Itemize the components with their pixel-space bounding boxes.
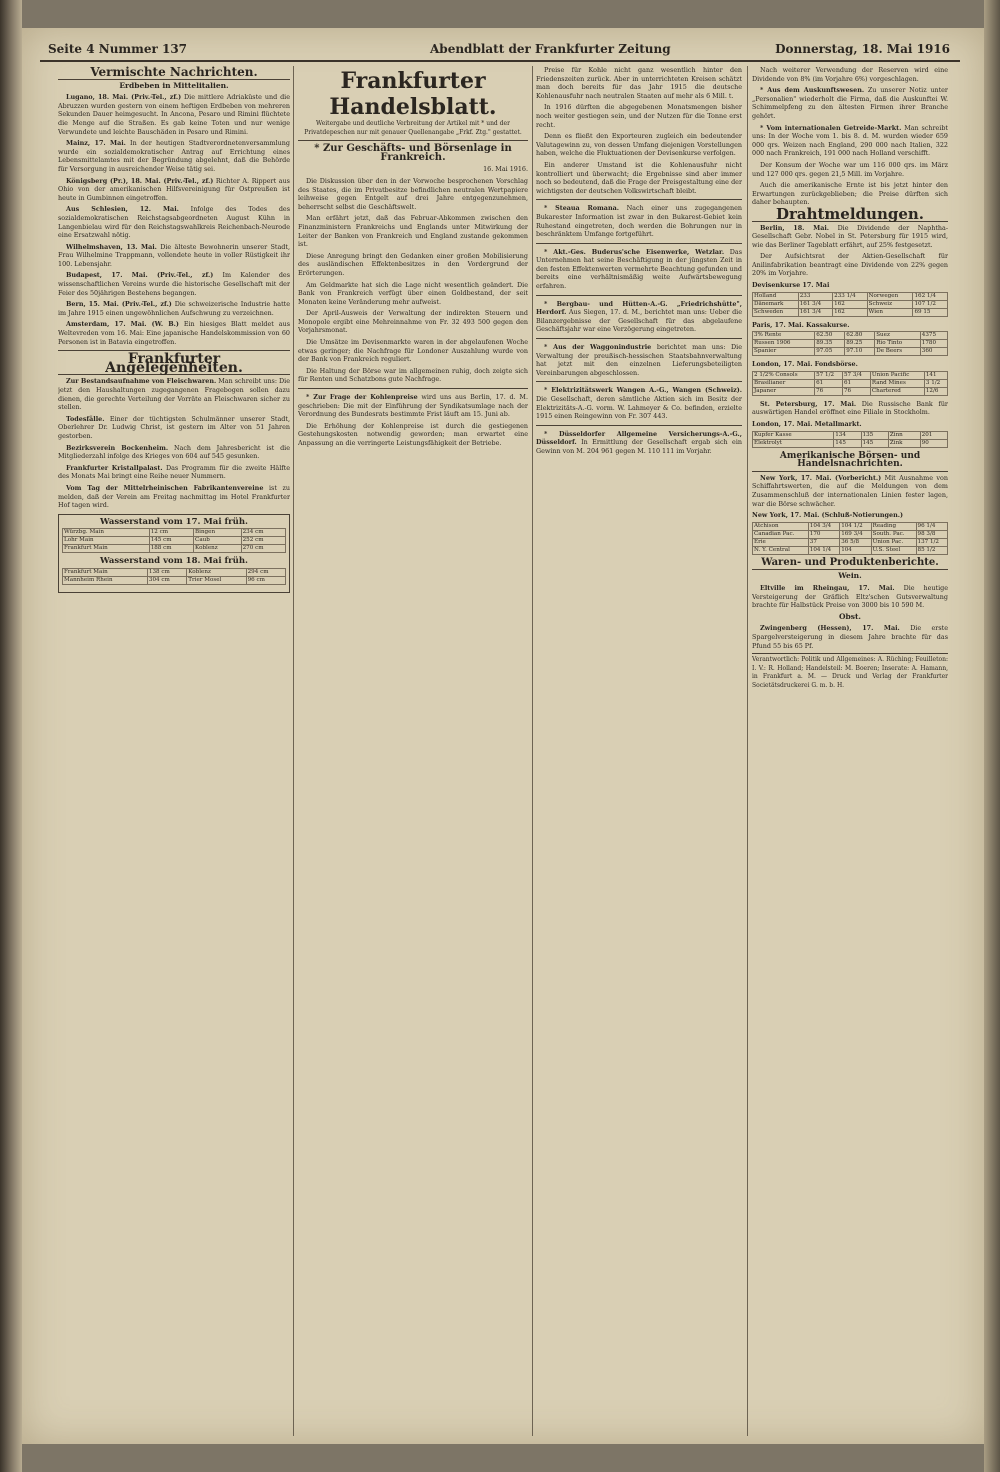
- water-level-table-2: Frankfurt Main 138 cm Koblenz 294 cm Mannheim Rhein 304 cm Trier Mosel 96 cm: [62, 568, 286, 585]
- section-title-vermischte: Vermischte Nachrichten.: [58, 68, 290, 80]
- article-paragraph: Berlin, 18. Mai. Die Dividende der Naphtha-Gesellschaft Gebr. Nobel in St. Petersburg für 1915 wird, wie das Berliner Tageblatt erfährt, auf 25% festgesetzt.: [752, 223, 948, 249]
- table-title: New York, 17. Mai. (Schluß-Notierungen.): [752, 511, 903, 520]
- article-paragraph: Diese Anregung bringt den Gedanken einer großen Mobilisierung des ausländischen Effektenbesitzes in den Vordergrund der Erörterungen.: [298, 251, 528, 277]
- column-2: [298, 66, 528, 1436]
- article-paragraph: Frankfurter Kristallpalast. Das Programm für die zweite Hälfte des Monats Mai bringt eine Reihe neuer Nummern.: [58, 463, 290, 481]
- article-paragraph: Ein anderer Umstand ist die Kohlenausfuhr nicht kontrolliert und überwacht; die Ergebnisse sind aber immer noch so bedeutend, daß die Frage der Preisgestaltung eine der wichtigsten der deutschen Volkswirtschaft bleibt.: [536, 160, 742, 195]
- section-title-amerikanische: Amerikanische Börsen- und Handelsnachrichten.: [752, 452, 948, 472]
- article-paragraph: Die Erhöhung der Kohlenpreise ist durch die gestiegenen Gestehungskosten notwendig geworden; man erwartet eine Anpassung an die verringerte Leistungsfähigkeit der Betriebe.: [298, 421, 528, 447]
- handelsblatt-title: Frankfurter Handelsblatt.: [329, 68, 497, 120]
- article-paragraph: Aus Schlesien, 12. Mai. Infolge des Todes des sozialdemokratischen Reichstagsabgeordneten August Kühn in Langenbielau wird für den Reichstagswahlkreis Reichenbach-Neurode eine Ersatzwahl nötig.: [58, 205, 290, 240]
- article-paragraph: Der Aufsichtsrat der Aktien-Gesellschaft für Anilinfabrikation beantragt eine Dividende von 22% gegen 20% im Vorjahre.: [752, 252, 948, 278]
- newyork-table: Atchison 104 3/4 104 1/2 Reading 96 1/4 Canadian Pac. 170 169 3/4 South. Pac. 98 3/8 Erie 37 36 5/8 Union Pac. 137 1/2 N. Y. Central 104 1/4 104 U.S. Steel 85 1/2: [752, 522, 948, 555]
- article-paragraph: Der Konsum der Woche war um 116 000 qrs. im März und 127 000 qrs. gegen 21,5 Mill. im Vorjahre.: [752, 160, 948, 178]
- handelsblatt-subtitle: Weitergabe und deutliche Verbreitung der Artikel mit * und der Privatdepeschen nur mit genauer Quellenangabe „Frkf. Ztg." gestattet.: [298, 120, 528, 141]
- article-paragraph: Budapest, 17. Mai. (Priv.-Tel., zf.) Im Kalender des wissenschaftlichen Vereins wurde die historische Gesellschaft mit der Feier des 50jährigen Bestehens begangen.: [58, 271, 290, 297]
- article-paragraph: Zur Bestandsaufnahme von Fleischwaren. Man schreibt uns: Die jetzt den Haushaltungen zugegangenen Fragebogen sollen dazu dienen, die gerechte Verteilung der Vorräte an Fleischwaren sicher zu stellen.: [58, 377, 290, 412]
- dateline: 16. Mai 1916.: [483, 165, 528, 174]
- table-title: Paris, 17. Mai. Kassakurse.: [752, 320, 850, 329]
- article-paragraph: Preise für Kohle nicht ganz wesentlich hinter den Friedenszeiten zurück. Aber in unterrichteten Kreisen schätzt man doch bereits für das Jahr 1915 die deutsche Kohlenausfuhr nach neutralen Staaten auf mehr als 6 Mill. t.: [536, 66, 742, 100]
- column-rule: [532, 66, 533, 1436]
- column-rule: [293, 66, 294, 1436]
- article-paragraph: Die Haltung der Börse war im allgemeinen ruhig, doch zeigte sich für Renten und Schatzbons gute Nachfrage.: [298, 366, 528, 384]
- article-paragraph: Bern, 15. Mai. (Priv.-Tel., zf.) Die schweizerische Industrie hatte im Jahre 1915 einen ungewöhnlichen Aufschwung zu verzeichnen.: [58, 300, 290, 317]
- article-paragraph: Wilhelmshaven, 13. Mai. Die älteste Bewohnerin unserer Stadt, Frau Wilhelmine Trappmann, vollendete heute in voller Rüstigkeit ihr 100. Lebensjahr.: [58, 242, 290, 268]
- subtitle-erdbeben: Erdbeben in Mittelitalien.: [119, 80, 229, 90]
- article-paragraph: Lugano, 18. Mai. (Priv.-Tel., zf.) Die mittlere Adriaküste und die Abruzzen wurden gestern von einem heftigen Erdbeben von mehreren Sekunden Dauer heimgesucht. In Ancona, Pesaro und Rimini flüchtete die Menge auf die Straßen. Es gab keine Toten und nur wenige Verwundete und leichte Bauschäden in Pesaro und Rimini.: [58, 93, 290, 136]
- section-title-frankfurter-angelegenheiten: Frankfurter Angelegenheiten.: [58, 355, 290, 375]
- article-paragraph: Vom Tag der Mittelrheinischen Fabrikantenvereine ist zu melden, daß der Verein am Freitag nachmittag im Hotel Frankfurter Hof tagen wird.: [58, 483, 290, 510]
- table-title: Devisenkurse 17. Mai: [752, 281, 830, 290]
- water-level-table-1: Würzbg. Main 12 cm Bingen 234 cm Lohr Main 145 cm Caub 252 cm Frankfurt Main 188 cm Koblenz 270 cm: [62, 528, 286, 553]
- subtitle-wein: Wein.: [838, 571, 862, 581]
- divider: [536, 381, 742, 382]
- article-paragraph: St. Petersburg, 17. Mai. Die Russische Bank für auswärtigen Handel eröffnet eine Filiale in Stockholm.: [752, 399, 948, 417]
- divider: [536, 295, 742, 296]
- divider: [536, 338, 742, 339]
- article-paragraph: * Vom internationalen Getreide-Markt. Man schreibt uns: In der Woche vom 1. bis 8. d. M. wurden wieder 659 000 qrs. Weizen nach England, 290 000 nach Italien, 322 000 nach Frankreich, 191 000 nach Holland verschifft.: [752, 123, 948, 158]
- page-edge: [984, 0, 1000, 1472]
- article-paragraph: * Zur Frage der Kohlenpreise wird uns aus Berlin, 17. d. M. geschrieben: Die mit der Einführung der Syndikatsumlage nach der Verordnung des Bundesrats bestimmte Frist läuft am 15. Juni ab.: [298, 393, 528, 419]
- column-rule: [747, 66, 748, 1436]
- article-paragraph: * Bergbau- und Hütten-A.-G. „Friedrichshütte", Herdorf. Aus Siegen, 17. d. M., berichtet man uns: Ueber die Bilanzergebnisse der Gesellschaft für das abgelaufene Geschäftsjahr war eine Verzögerung eingetreten.: [536, 299, 742, 334]
- metal-table: Kupfer Kasse 134 135 Zinn 201 Elektrolyt 145 145 Zink 90: [752, 431, 948, 448]
- header-date: Donnerstag, 18. Mai 1916: [775, 42, 950, 56]
- column-4: [752, 66, 948, 1436]
- article-paragraph: * Akt.-Ges. Buderus'sche Eisenwerke, Wetzlar. Das Unternehmen hat seine Beschäftigung in der jüngsten Zeit in den festen Effektenwerten vermehrte Beachtung gefunden und bereits eine verhältnismäßig weite Aufwärtsbewegung erfahren.: [536, 247, 742, 291]
- book-binding: [0, 0, 22, 1472]
- section-title-waren: Waren- und Produktenberichte.: [752, 559, 948, 571]
- london-fonds-table: 2 1/2% Consols 57 1/2 57 3/4 Union Pacific 141 Brasilianer 61 61 Rand Mines 3 1/2 Japaner 76 76 Chartered 12/6: [752, 371, 948, 396]
- article-paragraph: Auch die amerikanische Ernte ist bis jetzt hinter den Erwartungen zurückgeblieben; die Preise dürften sich daher behaupten.: [752, 181, 948, 207]
- article-paragraph: * Aus der Waggonindustrie berichtet man uns: Die Verwaltung der preußisch-hessischen Staatsbahnverwaltung hat jetzt mit den einzelnen Lieferungsbeteiligten Vereinbarungen abgeschlossen.: [536, 343, 742, 377]
- divider: [298, 388, 528, 389]
- article-paragraph: Der April-Ausweis der Verwaltung der indirekten Steuern und Monopole ergibt eine Mehreinnahme von Fr. 32 493 500 gegen den Vorjahrsmonat.: [298, 309, 528, 335]
- article-paragraph: Eltville im Rheingau, 17. Mai. Die heutige Versteigerung der Gräflich Eltz'schen Gutsverwaltung brachte für Halbstück Preise von 3000 bis 10 590 M.: [752, 583, 948, 610]
- paris-table: 3% Rente 62.50 62.80 Suez 4375 Russen 1906 89.35 89.25 Rio Tinto 1780 Spanier 97.05 97.10 De Beers 360: [752, 331, 948, 356]
- page-header: [40, 38, 960, 62]
- divider: [536, 425, 742, 426]
- header-masthead: Abendblatt der Frankfurter Zeitung: [430, 42, 671, 56]
- article-paragraph: Die Diskussion über den in der Vorwoche besprochenen Vorschlag des Staates, die im Privatbesitze befindlichen neutralen Wertpapiere leihweise gegen Entgelt auf drei Jahre entgegenzunehmen, beherrscht selbst die Geschäftswelt.: [298, 176, 528, 211]
- article-paragraph: Amsterdam, 17. Mai. (W. B.) Ein hiesiges Blatt meldet aus Weltevreden vom 16. Mai: Eine japanische Handelskommission von 60 Personen ist in Batavia eingetroffen.: [58, 320, 290, 346]
- article-paragraph: Die Umsätze im Devisenmarkte waren in der abgelaufenen Woche etwas geringer; die Nachfrage für Londoner Auszahlung wurde von der Bank von Frankreich reguliert.: [298, 338, 528, 364]
- subtitle-obst: Obst.: [838, 611, 862, 621]
- article-paragraph: * Düsseldorfer Allgemeine Versicherungs-A.-G., Düsseldorf. In Ermittlung der Gesellschaft ergab sich ein Gewinn von M. 204 961 gegen M. 110 111 im Vorjahr.: [536, 429, 742, 455]
- article-paragraph: Am Geldmarkte hat sich die Lage nicht wesentlich geändert. Die Bank von Frankreich verfügt über einen Goldbestand, der seit Monaten keine Veränderung mehr aufweist.: [298, 280, 528, 306]
- imprint: Verantwortlich: Politik und Allgemeines: A. Rüching; Feuilleton: I. V.: R. Holland; Handelsteil: M. Boeren; Inserate: A. Hamann, in Frankfurt a. M. — Druck und Verlag der Frankfurter Societätsdruckerei G. m. b. H.: [752, 653, 948, 690]
- table-title: London, 17. Mai. Metallmarkt.: [752, 420, 862, 429]
- article-paragraph: Denn es fließt den Exporteuren zugleich ein bedeutender Valutagewinn zu, von dessen Umfang diejenigen Vorstellungen haben, welche die Fluktuationen der Devisenkurse verfolgen.: [536, 132, 742, 158]
- devisen-table: Holland 233 233 1/4 Norwegen 162 1/4 Dänemark 161 3/4 162 Schweiz 107 1/2 Schweden 161 3/4 162 Wien 69 15: [752, 292, 948, 317]
- article-paragraph: Nach weiterer Verwendung der Reserven wird eine Dividende von 8% (im Vorjahre 6%) vorgeschlagen.: [752, 66, 948, 83]
- column-3: [536, 66, 742, 1436]
- article-paragraph: Mainz, 17. Mai. In der heutigen Stadtverordnetenversammlung wurde ein sozialdemokratischer Antrag auf Errichtung eines Lebensmittelamtes mit der Begründung abgelehnt, daß die Behörde für Versorgung in ausreichender Weise tätig sei.: [58, 139, 290, 173]
- divider: [536, 199, 742, 200]
- article-paragraph: New York, 17. Mai. (Vorbericht.) Mit Ausnahme von Schiffahrtswerten, die auf die Meldungen von dem Zusammenschluß der internationalen Linien fester lagen, war die Börse schwächer.: [752, 473, 948, 508]
- article-paragraph: * Aus dem Auskunftswesen. Zu unserer Notiz unter „Personalien" wiederholt die Firma, daß die Auskunftei W. Schimmelpfeng zu den ältesten Firmen ihrer Branche gehört.: [752, 86, 948, 120]
- article-paragraph: Man erfährt jetzt, daß das Februar-Abkommen zwischen den Finanzministern Frankreichs und Englands unter Mitwirkung der Leiter der Banken von Frankreich und England zustande gekommen ist.: [298, 214, 528, 249]
- divider: [536, 243, 742, 244]
- column-1: [58, 66, 290, 1436]
- article-paragraph: Zwingenberg (Hessen), 17. Mai. Die erste Spargelversteigerung in diesem Jahre brachte für das Pfund 55 bis 65 Pf.: [752, 624, 948, 650]
- article-paragraph: In 1916 dürften die abgegebenen Monatsmengen bisher noch weiter gestiegen sein, und der Nutzen für die Tonne erst recht.: [536, 103, 742, 129]
- article-paragraph: * Elektrizitätswerk Wangen A.-G., Wangen (Schweiz). Die Gesellschaft, deren sämtliche Aktien sich im Besitz der Elektrizitäts-A.-G. vorm. W. Lahmeyer & Co. befinden, erzielte 1915 einen Reingewinn von Fr. 307 443.: [536, 386, 742, 421]
- table-title: London, 17. Mai. Fondsbörse.: [752, 360, 858, 369]
- article-paragraph: Todesfälle. Einer der tüchtigsten Schulmänner unserer Stadt, Oberlehrer Dr. Ludwig Christ, ist gestern im Alter von 51 Jahren gestorben.: [58, 414, 290, 440]
- article-paragraph: Königsberg (Pr.), 18. Mai. (Priv.-Tel., zf.) Richter A. Rippert aus Ohio von der amerikanischen Hilfsvereinigung für Ostpreußen ist heute in Gumbinnen eingetroffen.: [58, 176, 290, 202]
- water-level-box-1: Wasserstand vom 17. Mai früh. Würzbg. Main 12 cm Bingen 234 cm Lohr Main 145 cm Caub 252 cm Frankfurt Main 188 cm Koblenz 270 cm Wasserstand vom 18. Mai früh. Frankfurt Main 138 cm Koblenz 294 cm Mannheim Rhein 304 cm Trier Mosel 96 cm: [58, 514, 290, 593]
- section-title-drahtmeldungen: Drahtmeldungen.: [752, 210, 948, 222]
- article-paragraph: Bezirksverein Bockenheim. Nach dem Jahresbericht ist die Mitgliederzahl infolge des Krieges von 604 auf 545 gesunken.: [58, 443, 290, 461]
- article-paragraph: * Steaua Romana. Nach einer uns zugegangenen Bukarester Information ist zwar in den Bukarest-Gebiet kein Ruhestand eingetreten, doch werden die Bohrungen nur in beschränktem Umfange fortgeführt.: [536, 204, 742, 239]
- header-page-number: Seite 4 Nummer 137: [48, 42, 188, 56]
- article-title-frankreich: * Zur Geschäfts- und Börsenlage in Frankreich.: [314, 143, 512, 163]
